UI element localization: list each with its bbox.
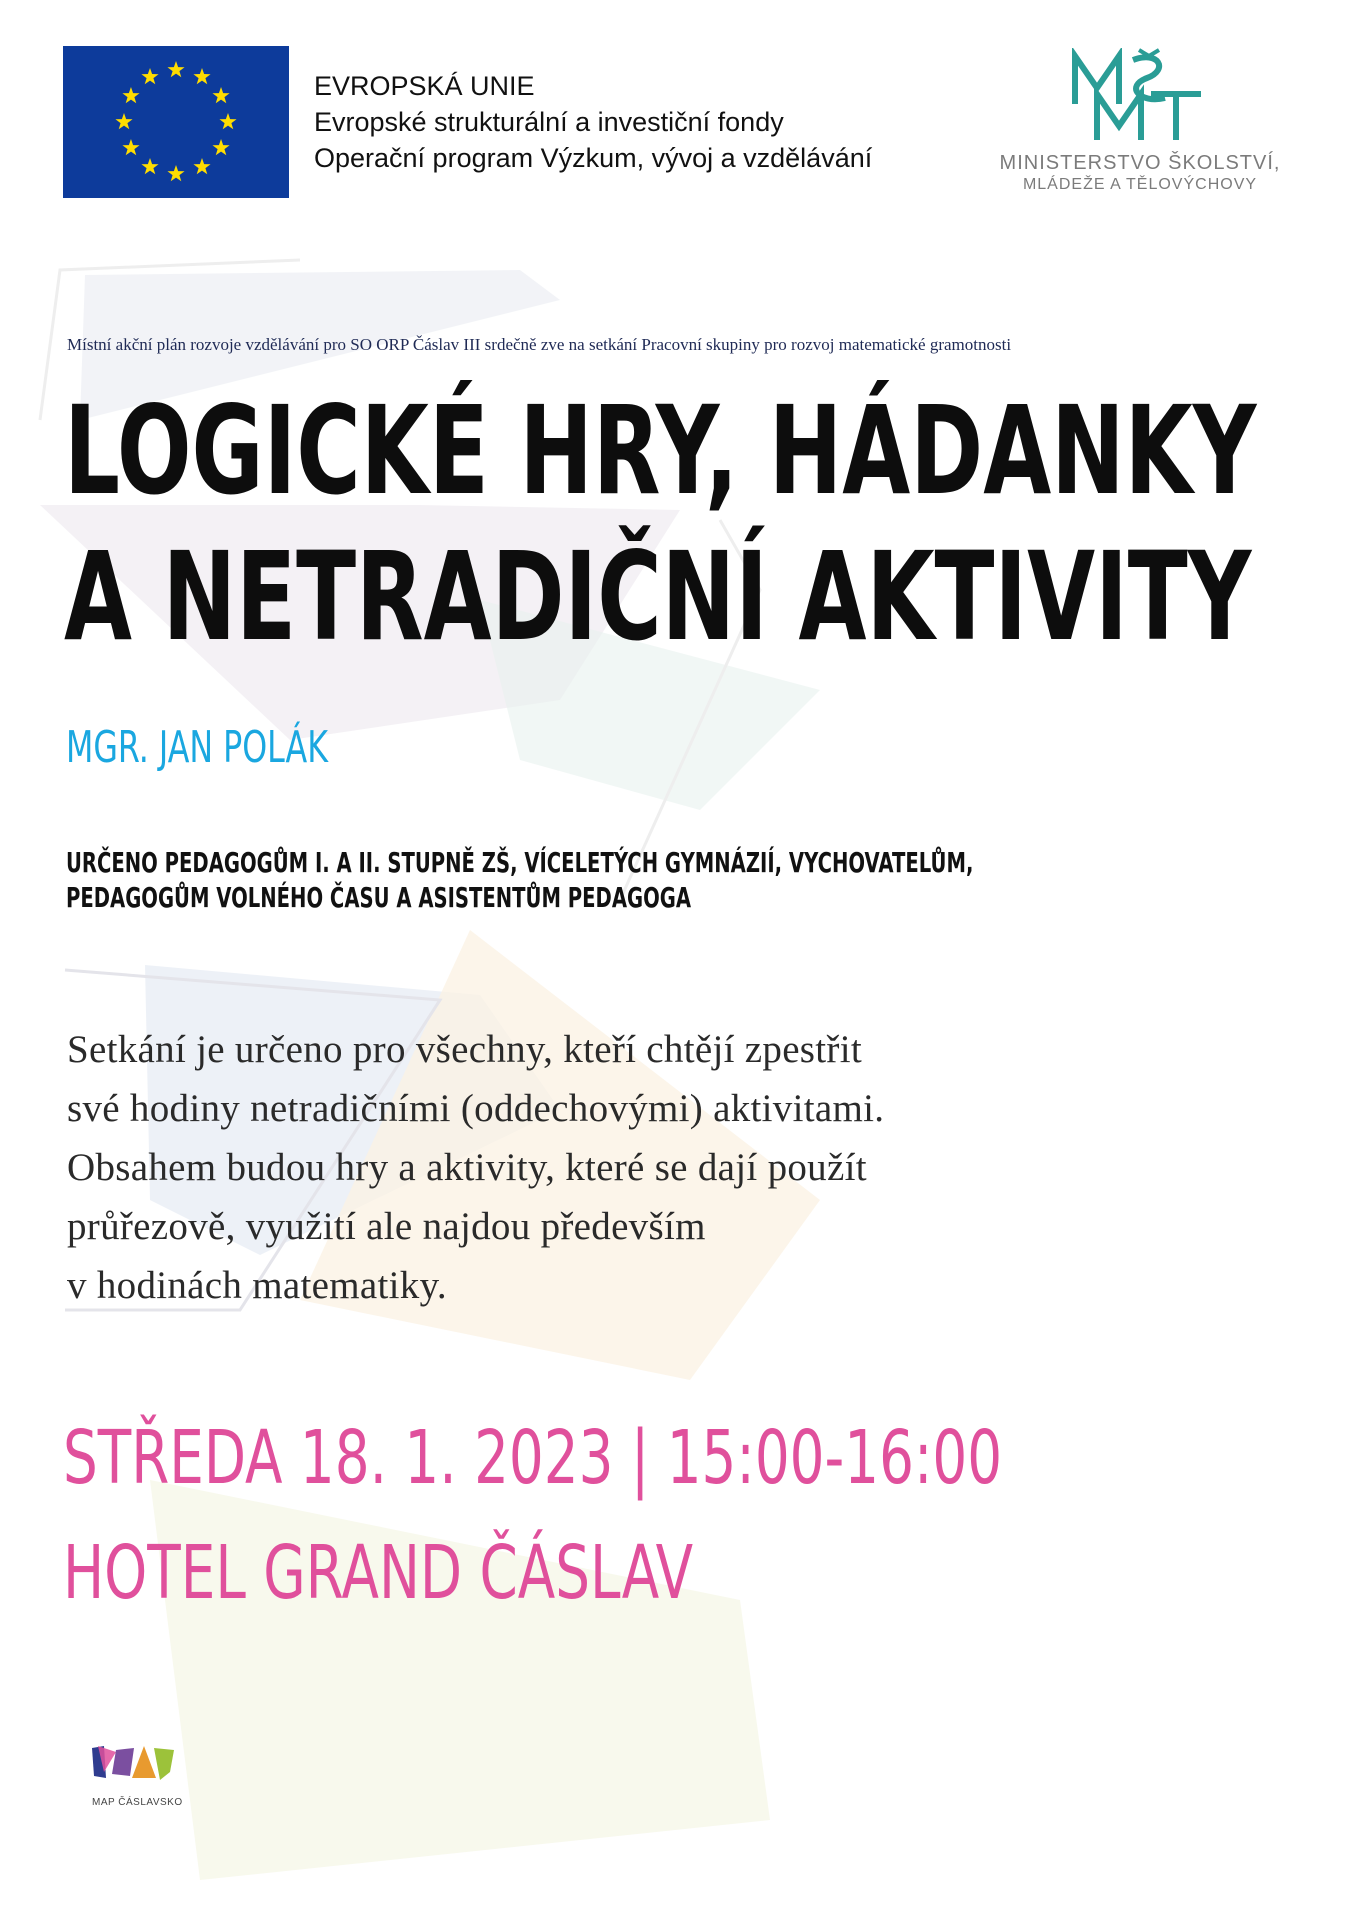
eu-stars-icon	[63, 46, 289, 198]
description-line: své hodiny netradičními (oddechovými) aktivitami.	[67, 1087, 885, 1130]
msmt-logo	[985, 48, 1295, 198]
description-line: průřezově, využití ale najdou především	[67, 1205, 706, 1248]
msmt-name-line-1: MINISTERSTVO ŠKOLSTVÍ,	[999, 152, 1281, 174]
map-logo-icon	[90, 1742, 180, 1782]
event-datetime: STŘEDA 18. 1. 2023 | 15:00-16:00	[63, 1415, 1003, 1501]
eu-star-icon	[193, 158, 210, 174]
eu-star-icon	[141, 158, 158, 174]
eu-star-icon	[115, 113, 132, 129]
msmt-mark-icon	[1067, 48, 1207, 143]
eu-star-icon	[193, 68, 210, 84]
msmt-name-line-2: MLÁDEŽE A TĚLOVÝCHOVY	[1022, 176, 1258, 193]
description-line: Setkání je určeno pro všechny, kteří chtějí zpestřit	[67, 1028, 862, 1071]
eu-line-2: Evropské strukturální a investiční fondy	[314, 107, 784, 137]
eu-text-block	[314, 68, 872, 176]
eu-star-icon	[122, 87, 139, 103]
eu-star-icon	[212, 139, 229, 155]
eu-star-icon	[141, 68, 158, 84]
eu-line-3: Operační program Výzkum, vývoj a vzdělávání	[314, 143, 873, 173]
map-logo-caption: MAP ČÁSLAVSKO	[92, 1797, 183, 1808]
description-line: Obsahem budou hry a aktivity, které se dají použít	[67, 1146, 867, 1189]
description	[67, 1020, 884, 1315]
eu-star-icon	[167, 61, 184, 77]
event-title	[64, 378, 1256, 670]
title-line-2: A NETRADIČNÍ AKTIVITY	[64, 526, 1252, 668]
description-line: v hodinách matematiky.	[67, 1264, 447, 1307]
eu-star-icon	[167, 165, 184, 181]
eu-star-icon	[122, 139, 139, 155]
speaker-name: MGR. JAN POLÁK	[66, 722, 329, 773]
intro-text: Místní akční plán rozvoje vzdělávání pro SO ORP Čáslav III srdečně zve na setkání Pracovní skupiny pro rozvoj matematické gramotnosti	[67, 335, 1012, 354]
eu-line-1: EVROPSKÁ UNIE	[314, 71, 535, 101]
event-venue: HOTEL GRAND ČÁSLAV	[63, 1530, 694, 1616]
audience-block	[66, 845, 973, 915]
audience-line-1: URČENO PEDAGOGŮM I. A II. STUPNĚ ZŠ, VÍCELETÝCH GYMNÁZIÍ, VYCHOVATELŮM,	[66, 846, 974, 879]
eu-star-icon	[212, 87, 229, 103]
title-line-1: LOGICKÉ HRY, HÁDANKY	[64, 380, 1257, 522]
eu-flag-logo	[63, 46, 289, 198]
eu-star-icon	[219, 113, 236, 129]
audience-line-2: PEDAGOGŮM VOLNÉHO ČASU A ASISTENTŮM PEDAGOGA	[66, 881, 692, 914]
